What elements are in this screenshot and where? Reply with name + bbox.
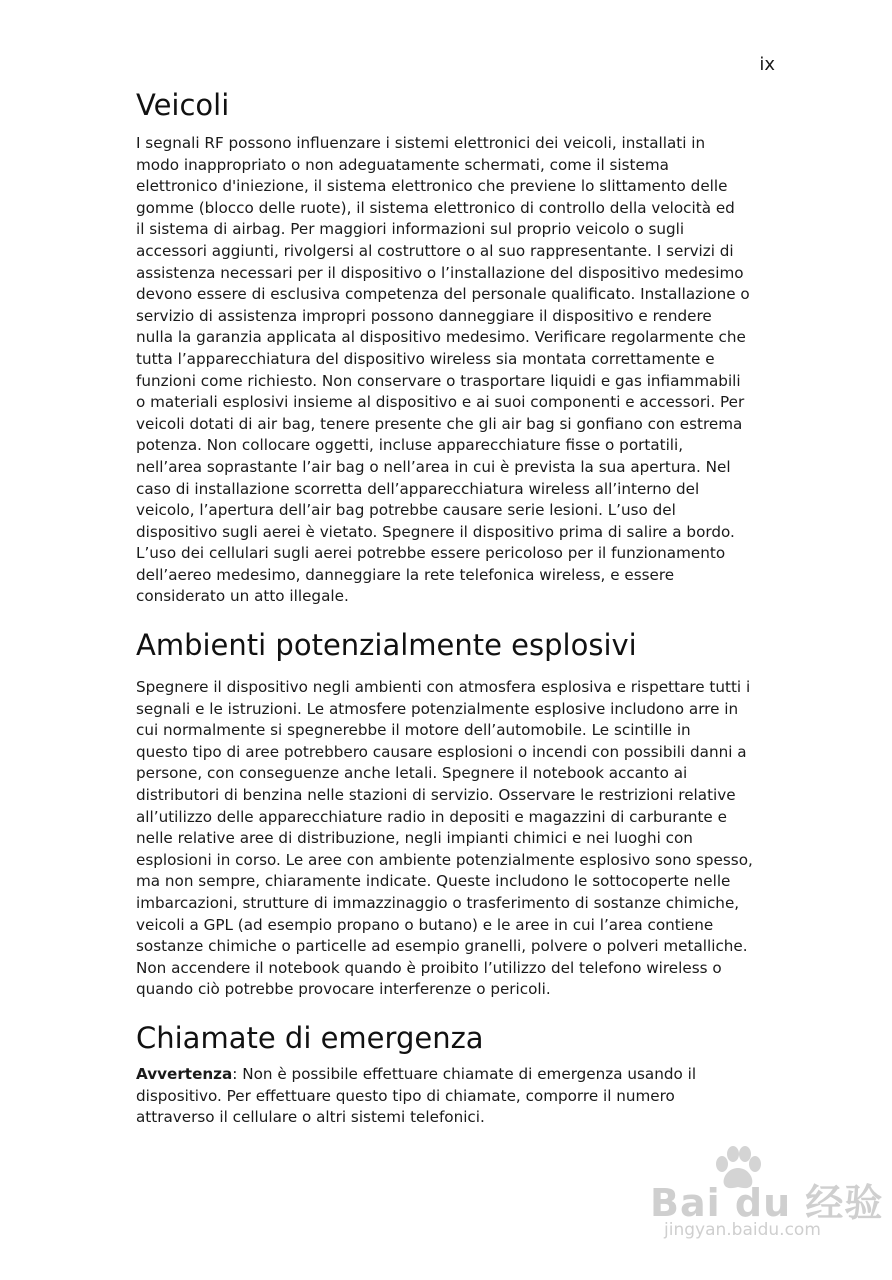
- text-line: gomme (blocco delle ruote), il sistema elettronico di controllo della velocità ed: [136, 198, 735, 217]
- document-body: [136, 86, 786, 1129]
- text-line: L’uso dei cellulari sugli aerei potrebbe essere pericoloso per il funzionamento: [136, 544, 726, 563]
- text-line: dell’aereo medesimo, danneggiare la rete telefonica wireless, e essere: [136, 565, 675, 584]
- text-line: ma non sempre, chiaramente indicate. Queste includono le sottocoperte nelle: [136, 872, 731, 891]
- text-line: nell’area soprastante l’air bag o nell’area in cui è prevista la sua apertura. Nel: [136, 457, 731, 476]
- text-line: il sistema di airbag. Per maggiori informazioni sul proprio veicolo o sugli: [136, 220, 685, 239]
- text-line: I segnali RF possono influenzare i sistemi elettronici dei veicoli, installati in: [136, 134, 706, 152]
- section-title-ambienti: Ambienti potenzialmente esplosivi: [136, 628, 637, 663]
- text-line: tutta l’apparecchiatura del dispositivo wireless sia montata correttamente e: [136, 349, 715, 368]
- section-title-veicoli: Veicoli: [136, 88, 230, 122]
- text-line: servizio di assistenza impropri possono danneggiare il dispositivo e rendere: [136, 306, 712, 325]
- text-line: imbarcazioni, strutture di immazzinaggio o trasferimento di sostanze chimiche,: [136, 894, 740, 912]
- text-line: caso di installazione scorretta dell’apparecchiatura wireless all’interno del: [136, 479, 700, 498]
- text-line: assistenza necessari per il dispositivo o l’installazione del dispositivo medesimo: [136, 263, 744, 282]
- paragraph-chiamate: [136, 1064, 786, 1129]
- text-line: veicoli dotati di air bag, tenere presente che gli air bag si gonfiano con estrema: [136, 414, 743, 433]
- text-line: esplosioni in corso. Le aree con ambiente potenzialmente esplosivo sono spesso,: [136, 850, 753, 869]
- watermark-site: jingyan.baidu.com: [664, 1220, 821, 1240]
- text-line: distributori di benzina nelle stazioni di servizio. Osservare le restrizioni relative: [136, 786, 736, 805]
- text-line: dispositivo sugli aerei è vietato. Spegnere il dispositivo prima di salire a bordo.: [136, 522, 735, 541]
- text-line: Spegnere il dispositivo negli ambienti con atmosfera esplosiva e rispettare tutti i: [136, 678, 751, 697]
- text-line: nelle relative aree di distribuzione, negli impianti chimici e nei luoghi con: [136, 829, 693, 848]
- text-line: cui normalmente si spegnerebbe il motore dell’automobile. Le scintille in: [136, 721, 691, 740]
- warning-label: Avvertenza: [136, 1064, 233, 1083]
- text-line: modo inappropriato o non adeguatamente schermati, come il sistema: [136, 155, 669, 174]
- watermark-brand: Bai du 经验: [650, 1181, 884, 1225]
- text-line: questo tipo di aree potrebbero causare esplosioni o incendi con possibili danni a: [136, 742, 747, 761]
- text-line: quando ciò potrebbe provocare interferenze o pericoli.: [136, 980, 551, 999]
- paragraph-ambienti: [136, 677, 786, 1001]
- text-line: funzioni come richiesto. Non conservare o trasportare liquidi e gas infiammabili: [136, 371, 741, 390]
- page-number: ix: [759, 54, 775, 75]
- text-line: elettronico d'iniezione, il sistema elettronico che previene lo slittamento delle: [136, 177, 728, 196]
- text-line: all’utilizzo delle apparecchiature radio in depositi e magazzini di carburante e: [136, 807, 727, 826]
- text-line: potenza. Non collocare oggetti, incluse apparecchiature fisse o portatili,: [136, 436, 684, 455]
- text-line: : Non è possibile effettuare chiamate di emergenza usando il: [232, 1064, 697, 1083]
- text-line: dispositivo. Per effettuare questo tipo di chiamate, comporre il numero: [136, 1086, 675, 1105]
- text-line: veicolo, l’apertura dell’air bag potrebbe causare serie lesioni. L’uso del: [136, 501, 676, 520]
- text-line: Non accendere il notebook quando è proibito l’utilizzo del telefono wireless o: [136, 958, 722, 977]
- text-line: segnali e le istruzioni. Le atmosfere potenzialmente esplosive includono arre in: [136, 699, 739, 718]
- text-line: considerato un atto illegale.: [136, 587, 349, 606]
- text-line: devono essere di esclusiva competenza del personale qualificato. Installazione o: [136, 285, 750, 304]
- text-line: sostanze chimiche o particelle ad esempio granelli, polvere o polveri metalliche.: [136, 937, 748, 956]
- section-title-chiamate: Chiamate di emergenza: [136, 1020, 484, 1055]
- text-line: attraverso il cellulare o altri sistemi telefonici.: [136, 1108, 485, 1127]
- text-line: nulla la garanzia applicata al dispositivo medesimo. Verificare regolarmente che: [136, 328, 746, 347]
- paragraph-veicoli: [136, 133, 786, 608]
- text-line: accessori aggiunti, rivolgersi al costruttore o al suo rappresentante. I servizi di: [136, 241, 734, 260]
- watermark: [650, 1146, 884, 1246]
- text-line: o materiali esplosivi insieme al dispositivo e ai suoi componenti e accessori. Per: [136, 393, 745, 412]
- text-line: persone, con conseguenze anche letali. Spegnere il notebook accanto ai: [136, 764, 688, 783]
- text-line: veicoli a GPL (ad esempio propano o butano) e le aree in cui l’area contiene: [136, 915, 714, 934]
